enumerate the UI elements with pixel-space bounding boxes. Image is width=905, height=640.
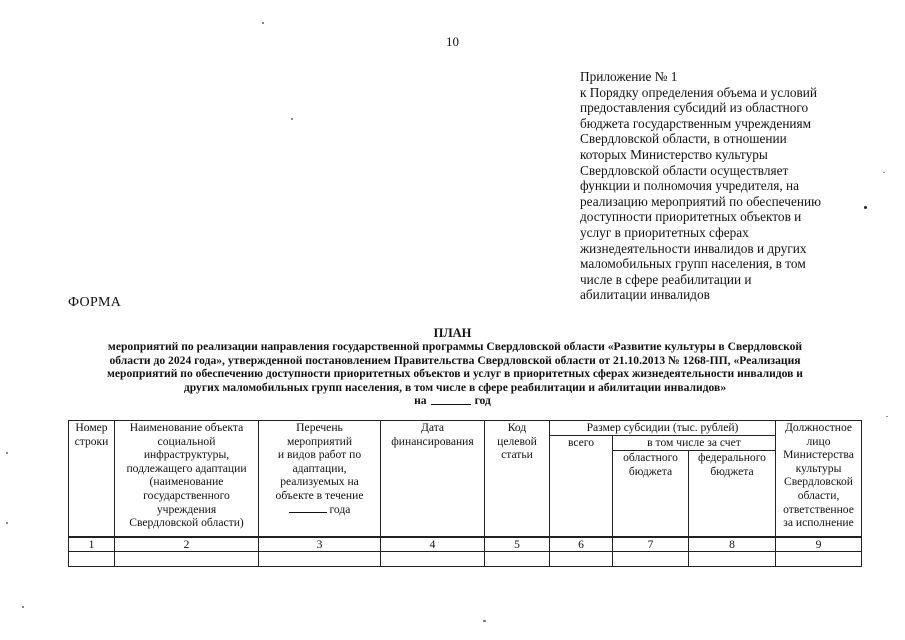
scan-speck bbox=[262, 22, 264, 24]
header-object-name: Наименование объекта социальной инфраструктуры, подлежащего адаптации (наименование государственного учреждения Свердловской области) bbox=[115, 421, 259, 537]
appendix-line: жизнедеятельности инвалидов и других bbox=[580, 240, 807, 256]
header-measures-text: Перечень мероприятий и видов работ по адаптации, реализуемых на объекте в течение bbox=[275, 421, 364, 502]
appendix-line: предоставления субсидий из областного bbox=[580, 100, 809, 116]
header-measures-suffix: года bbox=[329, 502, 351, 516]
header-responsible: Должностное лицо Министерства культуры Свердловской области, ответственное за исполнение bbox=[776, 421, 862, 537]
appendix-line: функции и полномочия учредителя, на bbox=[580, 178, 800, 194]
plan-description-line: мероприятий по обеспечению доступности приоритетных объектов и услуг в приоритетных сферах жизнедеятельности инвалидов и bbox=[106, 367, 803, 380]
plan-description-line: области до 2024 года», утвержденной постановлением Правительства Свердловской области от 21.10.2013 № 1268-ПП, «Реализация bbox=[109, 353, 801, 367]
appendix-line: к Порядку определения объема и условий bbox=[580, 84, 818, 100]
plan-table bbox=[68, 420, 862, 567]
appendix-line: бюджета государственным учреждениям bbox=[580, 115, 812, 131]
empty-cell bbox=[69, 551, 115, 566]
empty-cell bbox=[613, 551, 689, 566]
column-number: 8 bbox=[689, 537, 776, 552]
empty-cell bbox=[115, 551, 259, 566]
form-label: ФОРМА bbox=[68, 295, 122, 310]
empty-cell bbox=[550, 551, 613, 566]
column-number: 7 bbox=[613, 537, 689, 552]
appendix-line: Приложение № 1 bbox=[580, 69, 678, 84]
header-regional-budget: областного бюджета bbox=[613, 451, 689, 537]
scan-speck bbox=[864, 206, 867, 209]
header-total: всего bbox=[550, 436, 613, 537]
appendix-line: доступности приоритетных объектов и bbox=[580, 209, 802, 225]
empty-cell bbox=[259, 551, 381, 566]
header-federal-budget: федерального бюджета bbox=[689, 451, 776, 537]
empty-cell bbox=[776, 551, 862, 566]
column-numbers-row bbox=[69, 537, 862, 552]
header-measures bbox=[259, 421, 381, 537]
appendix-line: числе в сфере реабилитации и bbox=[580, 271, 752, 287]
appendix-line: которых Министерство культуры bbox=[580, 146, 768, 162]
appendix-block bbox=[580, 69, 880, 303]
header-including: в том числе за счет bbox=[613, 436, 776, 451]
appendix-line: Свердловской области осуществляет bbox=[580, 162, 789, 178]
scan-speck bbox=[483, 620, 486, 622]
year-suffix: год bbox=[474, 394, 491, 407]
column-number: 1 bbox=[69, 537, 115, 552]
plan-title: ПЛАН bbox=[433, 326, 472, 340]
plan-description-line: мероприятий по реализации направления государственной программы Свердловской области «Развитие культуры в Свердловской bbox=[107, 340, 803, 353]
column-number: 9 bbox=[776, 537, 862, 552]
measures-blank bbox=[289, 512, 327, 513]
year-prefix: на bbox=[414, 394, 427, 407]
empty-cell bbox=[381, 551, 485, 566]
header-funding-date: Дата финансирования bbox=[381, 421, 485, 537]
plan-description bbox=[60, 340, 850, 394]
appendix-line: абилитации инвалидов bbox=[580, 287, 710, 303]
column-number: 4 bbox=[381, 537, 485, 552]
appendix-line: реализацию мероприятий по обеспечению bbox=[580, 193, 822, 209]
column-number: 5 bbox=[485, 537, 550, 552]
column-number: 2 bbox=[115, 537, 259, 552]
scan-speck bbox=[883, 172, 885, 173]
scan-speck bbox=[22, 606, 24, 608]
header-subsidy-amount: Размер субсидии (тыс. рублей) bbox=[550, 421, 776, 436]
scan-speck bbox=[886, 416, 888, 417]
empty-cell bbox=[689, 551, 776, 566]
scan-speck bbox=[6, 522, 8, 524]
empty-cell bbox=[485, 551, 550, 566]
year-blank bbox=[431, 404, 471, 405]
header-target-code: Код целевой статьи bbox=[485, 421, 550, 537]
scan-speck bbox=[291, 118, 293, 120]
appendix-line: маломобильных групп населения, в том bbox=[580, 256, 806, 272]
appendix-line: услуг в приоритетных сферах bbox=[580, 224, 749, 240]
table-row bbox=[69, 551, 862, 566]
column-number: 3 bbox=[259, 537, 381, 552]
page-number: 10 bbox=[446, 34, 459, 49]
scan-speck bbox=[6, 452, 8, 454]
header-row-number: Номер строки bbox=[69, 421, 115, 537]
plan-description-line: других маломобильных групп населения, в том числе в сфере реабилитации и абилитации инвалидов» bbox=[183, 380, 727, 394]
appendix-line: Свердловской области, в отношении bbox=[580, 131, 787, 147]
column-number: 6 bbox=[550, 537, 613, 552]
plan-year-line bbox=[0, 394, 905, 407]
